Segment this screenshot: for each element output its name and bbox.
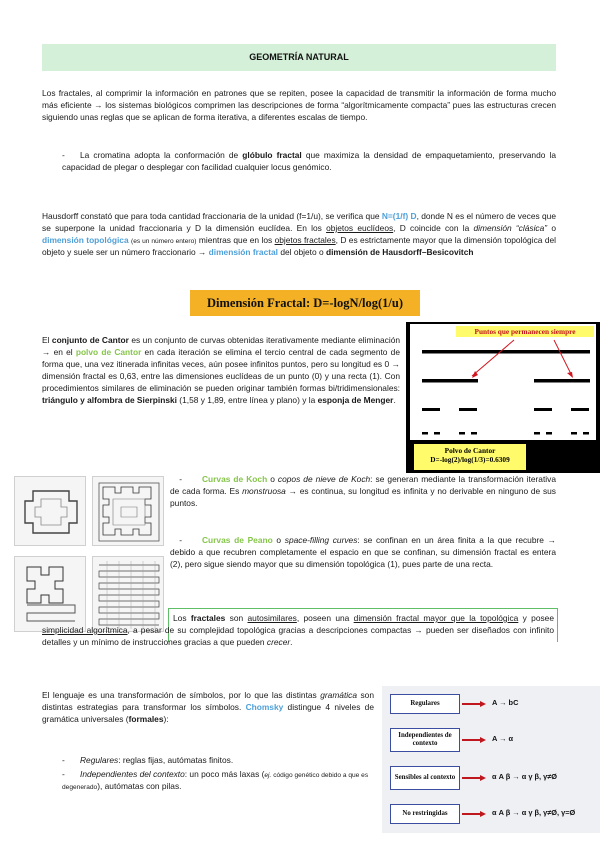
grammar-rule: α A β → α γ β, γ≠Ø, γ=Ø — [492, 808, 576, 817]
page-title: GEOMETRÍA NATURAL — [42, 44, 556, 71]
grammar-label: No restringidas — [390, 804, 460, 824]
arrow-icon — [480, 701, 486, 707]
arrow-icon — [480, 775, 486, 781]
bullet-dash: - — [62, 769, 65, 779]
cantor-figure-caption: Polvo de Cantor D=-log(2)/log(1/3)=0.6309 — [414, 444, 526, 470]
arrow-line — [462, 739, 482, 740]
arrow-line — [462, 813, 482, 814]
grammar-rule: A → α — [492, 734, 514, 743]
bullet-dash: - — [170, 474, 183, 484]
koch-bullet: - Curvas de Koch o copos de nieve de Koch: se generan mediante la transformación iterativa de cada forma. Es monstruosa → es continua, su longitud es infinita y no derivable en ninguno de sus puntos. — [170, 474, 556, 508]
grammar-rule: α A β → α γ β, γ≠Ø — [492, 772, 558, 781]
grammar-rule: A → bC — [492, 698, 519, 707]
grammar-label: Independientes de contexto — [390, 728, 460, 752]
language-paragraph: El lenguaje es una transformación de símbolos, por lo que las distintas gramática son distintas estrategias para transformar los símbolos. Chomsky distingue 4 niveles de gramática universales (formales): — [42, 690, 374, 724]
hausdorff-paragraph: Hausdorff constató que para toda cantidad fraccionaria de la unidad (f=1/u), se verifica que N=(1/f) D, donde N es el número de veces que se superpone la unidad fraccionaria y D la dimensión euclídea. En los objetos euclídeos, D coincide con la dimensión “clásica” o dimensión topológica (es un número entero) mientras que en los objetos fractales, D es estrictamente mayor que la dimensión topológica del objeto y suele ser un número fraccionario → dimensión fractal del objeto o dimensión de Hausdorff–Besicovitch — [42, 211, 556, 257]
arrow-icon — [480, 737, 486, 743]
grammar-label: Sensibles al contexto — [390, 766, 460, 790]
context-free-bullet: - Independientes del contexto: un poco más laxas (ej. código genético debido a que es degenerado), autómatas con pilas. — [62, 769, 369, 791]
cantor-figure-tag: Puntos que permanecen siempre — [456, 326, 594, 337]
bullet-dash: - — [170, 535, 183, 545]
peano-bullet: - Curvas de Peano o space-filling curves: se confinan en un área finita a la que recubre → debido a que recubren completamente el espacio en que se confinan, su dimensión fractal es entera (2), pero sigue siendo mayor que su dimensión topológica (1), pues parte de una recta. — [170, 535, 557, 569]
arrow-line — [462, 703, 482, 704]
cantor-paragraph: El conjunto de Cantor es un conjunto de curvas obtenidas iterativamente mediante eliminación → en el polvo de Cantor en cada iteración se elimina el tercio central de cada segmento de forma que, una vez itinerada infinitas veces, aún posee infinitos puntos, pero su longitud es 0 → dimensión fractal es 0,63, entre las dimensiones euclídeas de un punto (0) y una recta (1). Con procedimientos similares de eliminación se pueden originar también formas bi/tridimensionales: triángulo y alfombra de Sierpinski (1,58 y 1,89, entre línea y plano) y la esponja de Menger. — [42, 335, 401, 405]
summary-paragraph: Los fractales son autosimilares, poseen una dimensión fractal mayor que la topológica y posee simplicidad algorítmica, a pesar de su complejidad topológica gracias a descripciones compactas → pueden ser diseñados con infinito detalles y un mínimo de instrucciones gracias a que pueden crecer. — [42, 613, 554, 647]
fractal-dimension-formula: Dimensión Fractal: D=-logN/log(1/u) — [190, 290, 420, 316]
intro-paragraph: Los fractales, al comprimir la información en patrones que se repiten, posee la capacidad de transmitir la información de forma mucho más eficiente → los sistemas biológicos comprimen las descripciones de forma “algorítmicamente compacta” pues las estructuras crecen siguiendo unas reglas que se aplican de forma iterativa, a diferentes escalas de tiempo. — [42, 88, 556, 122]
koch-snowflake-image — [14, 476, 86, 546]
bullet-dash: - — [62, 755, 65, 765]
arrow-line — [462, 777, 482, 778]
bullet-dash: - — [62, 150, 65, 160]
arrow-icon — [480, 811, 486, 817]
koch-iteration-image — [92, 476, 164, 546]
chomsky-hierarchy-panel — [382, 686, 600, 833]
grammar-label: Regulares — [390, 694, 460, 714]
cantor-dust-figure — [406, 322, 600, 473]
regular-grammar-bullet: - Regulares: reglas fijas, autómatas finitos. — [62, 755, 234, 765]
chromatin-bullet: - La cromatina adopta la conformación de glóbulo fractal que maximiza la densidad de empaquetamiento, preservando la capacidad de plegar o desplegar con facilidad cualquier locus genómico. — [62, 150, 556, 172]
